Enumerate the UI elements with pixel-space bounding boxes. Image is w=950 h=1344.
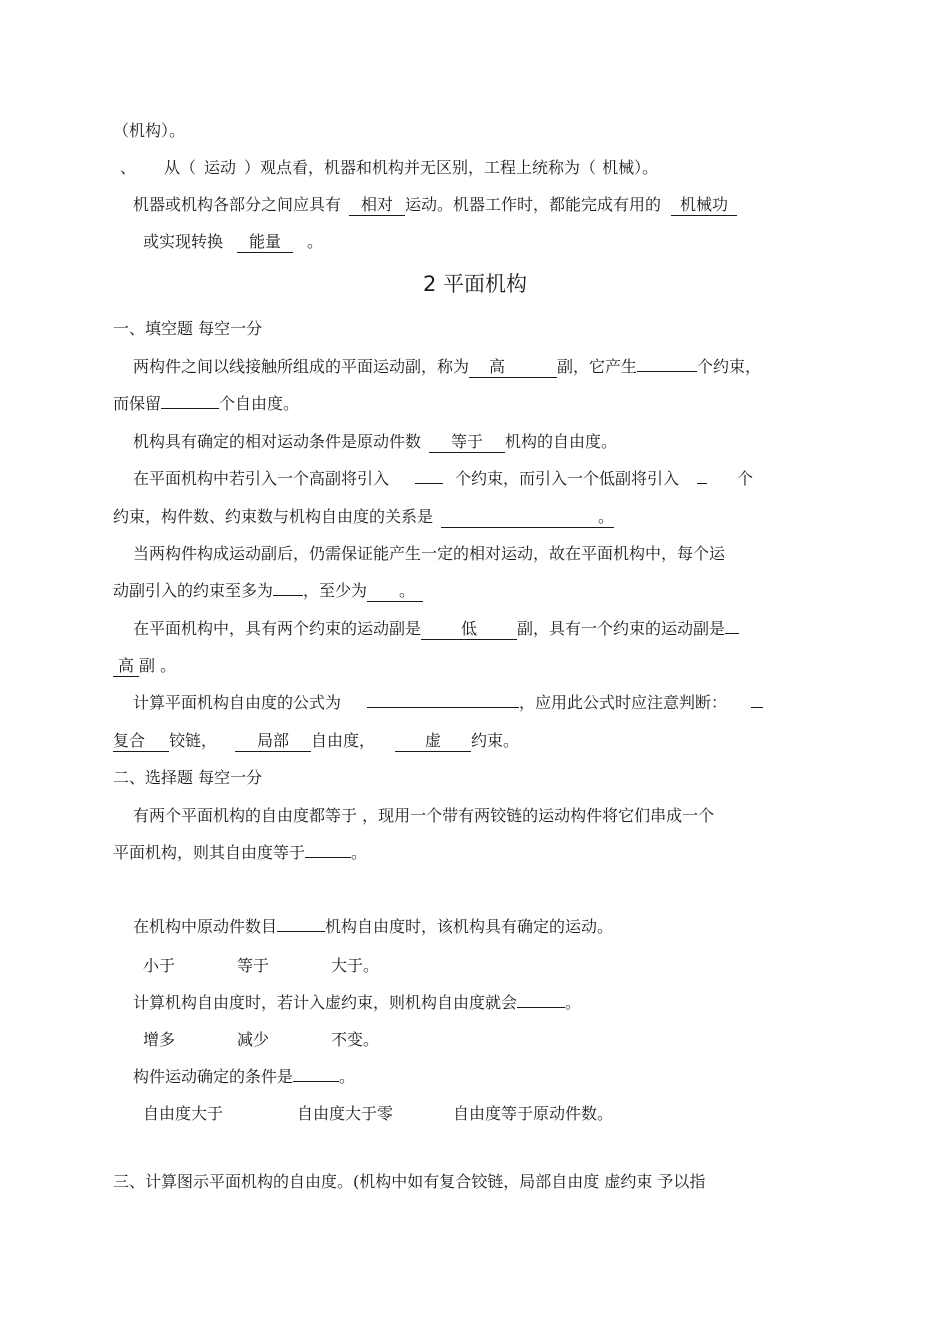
answer-blank: 复合 xyxy=(113,731,169,752)
s1-q1-line2: 而保留 个自由度。 xyxy=(113,394,300,413)
option[interactable]: 自由度大于 xyxy=(143,1104,224,1123)
s2-q3-options xyxy=(143,1029,379,1051)
answer-blank xyxy=(305,857,351,858)
option[interactable]: 小于 xyxy=(143,956,176,975)
s2-q4: 构件运动确定的条件是 。 xyxy=(133,1067,356,1086)
answer-blank: 。 xyxy=(441,507,614,528)
s1-q3-line1: 在平面机构中若引入一个高副将引入 个约束，而引入一个低副将引入 个 xyxy=(133,469,754,488)
s2-q2-options xyxy=(143,955,379,977)
intro-line-2: 、 从（ 运动 ）观点看，机器和机构并无区别，工程上统称为（ 机械）。 xyxy=(120,158,659,177)
chapter-title: 2 平面机构 xyxy=(422,272,528,296)
option[interactable]: 自由度大于零 xyxy=(297,1104,394,1123)
s2-q2: 在机构中原动件数目 机构自由度时，该机构具有确定的运动。 xyxy=(133,917,614,936)
answer-blank xyxy=(725,633,739,634)
answer-blank xyxy=(367,707,519,708)
answer-blank xyxy=(697,483,707,484)
intro-line-4: 或实现转换 能量 。 xyxy=(143,232,324,251)
intro-line-3: 机器或机构各部分之间应具有 相对 运动。机器工作时，都能完成有用的 机械功 xyxy=(133,194,737,216)
answer-blank: 高 xyxy=(469,357,557,378)
answer-blank: 低 xyxy=(421,619,517,640)
option[interactable]: 减少 xyxy=(237,1030,270,1049)
s1-q6-line1: 计算平面机构自由度的公式为 ，应用此公式时应注意判断： xyxy=(133,692,763,714)
answer-blank: 能量 xyxy=(237,232,293,253)
answer-blank: 高 xyxy=(113,656,139,677)
s1-q1-line1: 两构件之间以线接触所组成的平面运动副，称为 高 副，它产生 个约束， xyxy=(133,357,762,376)
s2-q1-line1: 有两个平面机构的自由度都等于 ，现用一个带有两铰链的运动构件将它们串成一个 xyxy=(133,806,715,825)
option[interactable]: 大于。 xyxy=(331,956,380,975)
intro-line-1: （机构）。 xyxy=(113,121,186,140)
s2-q3: 计算机构自由度时，若计入虚约束，则机构自由度就会 。 xyxy=(133,993,582,1012)
answer-blank xyxy=(415,483,443,484)
s2-q1-line2: 平面机构，则其自由度等于 。 xyxy=(113,843,368,862)
option[interactable]: 等于 xyxy=(237,956,270,975)
s1-q6-line2: 复合 铰链， 局部 自由度， 虚 约束。 xyxy=(113,731,520,750)
answer-blank xyxy=(277,931,325,932)
answer-blank xyxy=(517,1007,565,1008)
answer-blank xyxy=(293,1081,339,1082)
answer-blank: 等于 xyxy=(429,432,505,453)
answer-blank: 虚 xyxy=(395,731,471,752)
answer-blank xyxy=(161,408,219,409)
s2-q4-options xyxy=(143,1103,613,1125)
s1-q2: 机构具有确定的相对运动条件是原动件数 等于 机构的自由度。 xyxy=(133,432,618,451)
option[interactable]: 增多 xyxy=(143,1030,176,1049)
s1-q5-line2: 高 副 。 xyxy=(113,655,176,677)
s1-q4-line2: 动副引入的约束至多为 ，至少为 。 xyxy=(113,580,423,602)
section2-heading: 二、选择题 每空一分 xyxy=(113,768,263,787)
option[interactable]: 不变。 xyxy=(331,1030,380,1049)
s1-q4-line1: 当两构件构成运动副后，仍需保证能产生一定的相对运动，故在平面机构中，每个运 xyxy=(133,544,726,563)
section1-heading: 一、填空题 每空一分 xyxy=(113,319,263,338)
answer-blank: 。 xyxy=(367,581,423,602)
option[interactable]: 自由度等于原动件数。 xyxy=(453,1104,614,1123)
answer-blank xyxy=(273,595,303,596)
s1-q5-line1: 在平面机构中，具有两个约束的运动副是 低 副，具有一个约束的运动副是 xyxy=(133,618,739,640)
answer-blank xyxy=(637,371,697,372)
answer-blank: 相对 xyxy=(349,195,405,216)
answer-blank xyxy=(751,707,763,708)
section3-heading: 三、计算图示平面机构的自由度。(机构中如有复合铰链，局部自由度 虚约束 予以指 xyxy=(113,1172,706,1191)
answer-blank: 机械功 xyxy=(671,195,737,216)
s1-q3-line2: 约束，构件数、约束数与机构自由度的关系是 。 xyxy=(113,507,615,526)
answer-blank: 局部 xyxy=(235,731,311,752)
